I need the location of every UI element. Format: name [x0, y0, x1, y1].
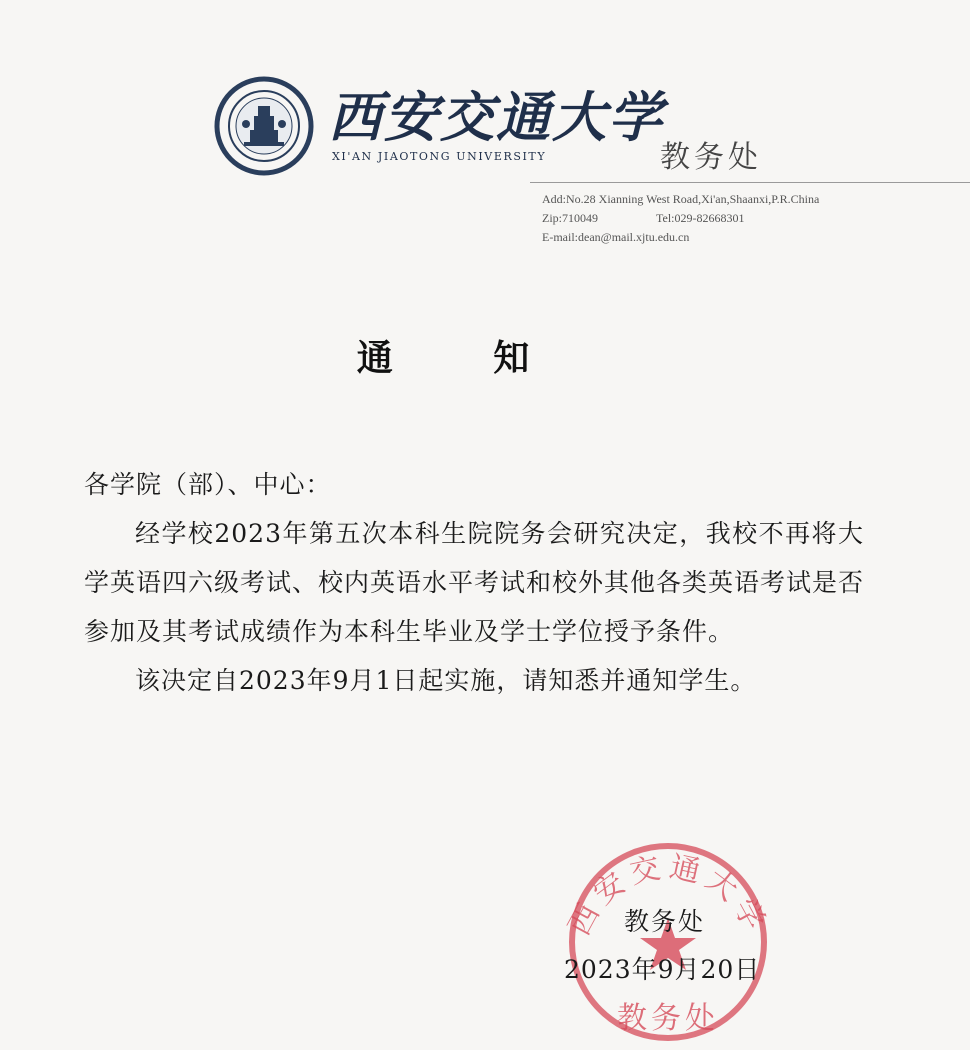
department-name: 教务处 [660, 140, 762, 175]
signature-date: 2023年9月20日 [564, 955, 761, 984]
university-name-calligraphy: 西安交通大学 [328, 85, 664, 149]
paragraph-effective-date: 该决定自2023年9月1日起实施，请知悉并通知学生。 [135, 666, 757, 695]
zip-tel-line [542, 209, 970, 228]
university-seal-logo [214, 76, 314, 176]
university-name-english: XI'AN JIAOTONG UNIVERSITY [332, 150, 547, 163]
telephone: Tel:029-82668301 [656, 211, 745, 225]
zip-code: Zip:710049 [542, 211, 598, 225]
signature-department: 教务处 [624, 907, 706, 936]
notice-title: 通 知 [356, 337, 574, 379]
notice-body [84, 460, 864, 705]
header-divider [530, 182, 970, 183]
salutation: 各学院（部）、中心： [84, 470, 332, 499]
address-line: Add:No.28 Xianning West Road,Xi'an,Shaanxi,P.R.China [542, 192, 820, 206]
stamp-arc-text: 西安交通大学 [561, 849, 775, 942]
contact-block [542, 190, 970, 247]
email-line: E-mail:dean@mail.xjtu.edu.cn [542, 230, 690, 244]
stamp-bottom-text: 教务处 [617, 1001, 719, 1036]
official-red-stamp [553, 830, 783, 1050]
paragraph-decision: 经学校2023年第五次本科生院院务会研究决定，我校不再将大学英语四六级考试、校内英语水平考试和校外其他各类英语考试是否参加及其考试成绩作为本科生毕业及学士学位授予条件。 [84, 519, 865, 646]
